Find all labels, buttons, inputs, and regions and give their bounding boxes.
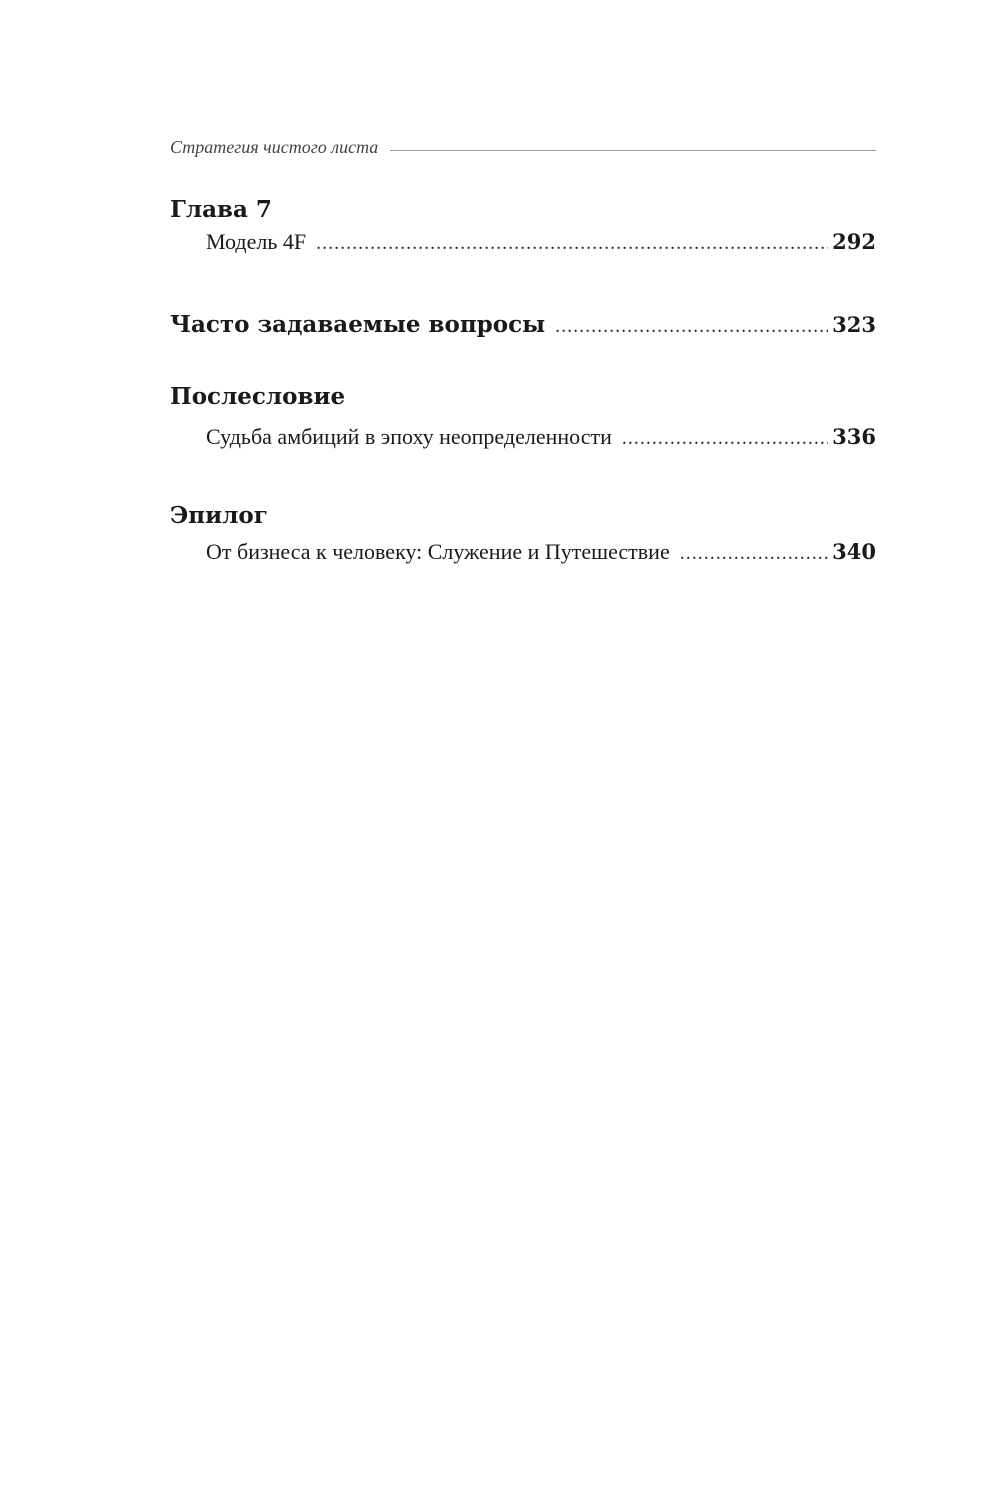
toc-page-number: 340: [832, 539, 876, 564]
toc-page-number: 323: [832, 312, 876, 337]
toc-section-epilogue: [170, 501, 876, 568]
running-header-title: Стратегия чистого листа: [170, 136, 379, 157]
section-heading: Глава 7: [170, 196, 272, 223]
dot-leader: [555, 311, 828, 341]
toc-entry-title: Часто задаваемые вопросы: [170, 311, 546, 338]
toc-entry[interactable]: [170, 310, 876, 341]
toc-section-afterword: [170, 382, 876, 453]
toc-page-number: 292: [832, 229, 876, 254]
dot-leader: [680, 538, 828, 568]
toc-entry-title: От бизнеса к человеку: Служение и Путешествие: [206, 539, 670, 564]
toc-page-number: 336: [832, 424, 876, 449]
dot-leader: [316, 228, 828, 258]
toc-entry[interactable]: [170, 537, 876, 568]
toc-entry[interactable]: [170, 227, 876, 258]
section-heading: Послесловие: [170, 383, 346, 410]
dot-leader: [622, 423, 828, 453]
toc-entry-title: Модель 4F: [206, 229, 307, 254]
toc-entry-title: Судьба амбиций в эпоху неопределенности: [206, 424, 612, 449]
header-rule: [390, 150, 876, 151]
toc-section-chapter7: [170, 195, 876, 258]
section-heading: Эпилог: [170, 502, 268, 529]
toc-entry[interactable]: [170, 422, 876, 453]
running-header: [170, 136, 876, 158]
toc-section-faq: [170, 310, 876, 341]
